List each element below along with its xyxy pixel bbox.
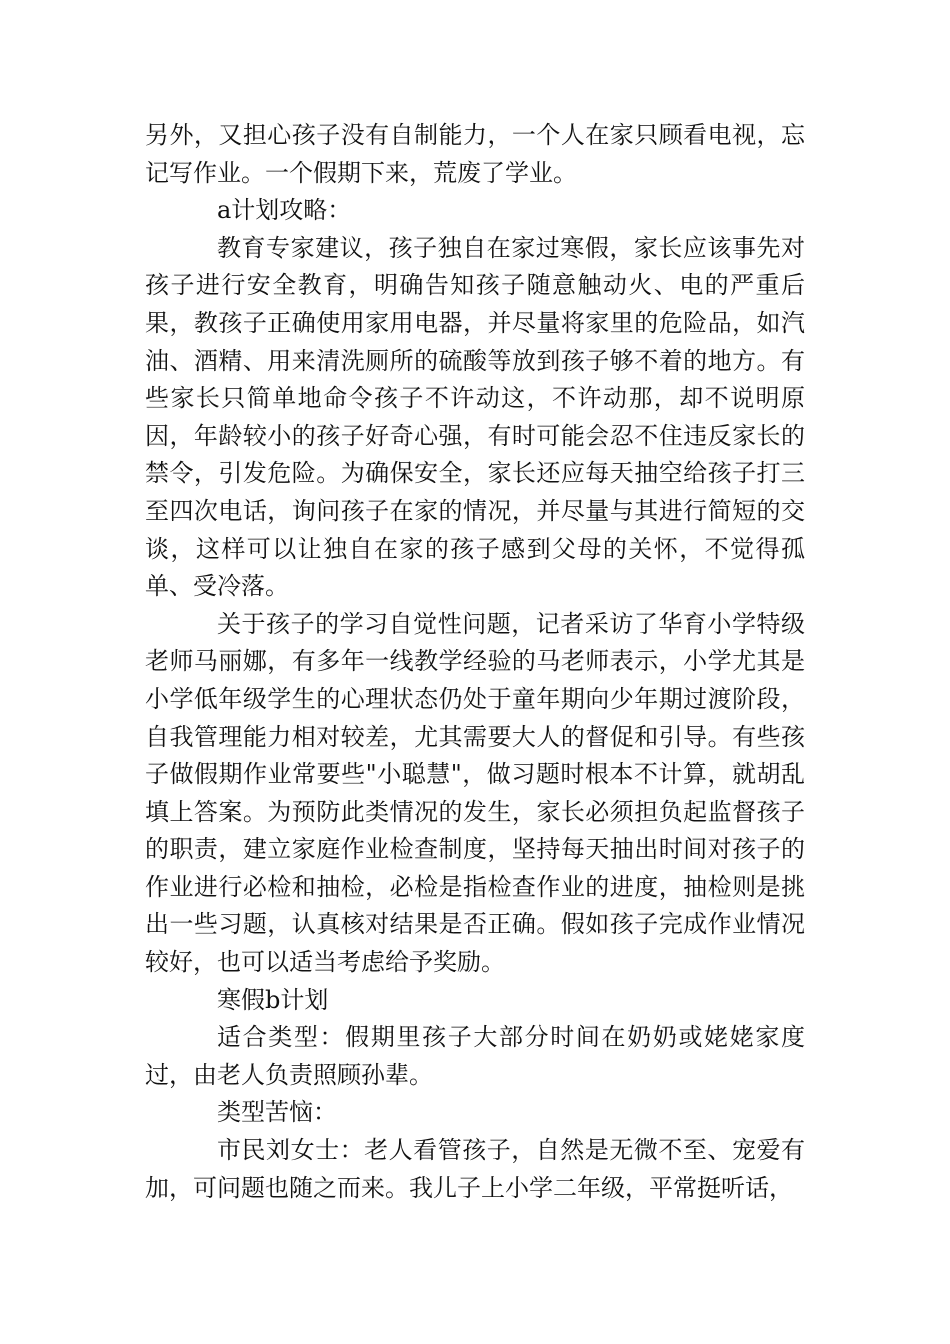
heading-plan-a-strategy: a计划攻略：: [217, 196, 352, 225]
paragraph-study-supervision: 关于孩子的学习自觉性问题，记者采访了华育小学特级老师马丽娜，有多年一线教学经验的马老师表示，小学尤其是小学低年级学生的心理状态仍处于童年期向少年期过渡阶段，自我管理能力相对较差，尤其需要大人的督促和引导。有些孩子做假期作业常要些"小聪慧"，做习题时根本不计算，就胡乱填上答案。为预防此类情况的发生，家长必须担负起监督孩子的职责，建立家庭作业检查制度，坚持每天抽出时间对孩子的作业进行必检和抽检，必检是指检查作业的进度，抽检则是挑出一些习题，认真核对结果是否正确。假如孩子完成作业情况较好，也可以适当考虑给予奖励。: [145, 609, 805, 977]
heading-type-troubles: 类型苦恼：: [217, 1098, 337, 1127]
paragraph-safety-advice: 教育专家建议，孩子独自在家过寒假，家长应该事先对孩子进行安全教育，明确告知孩子随意触动火、电的严重后果，教孩子正确使用家用电器，并尽量将家里的危险品，如汽油、酒精、用来清洗厕所的硫酸等放到孩子够不着的地方。有些家长只简单地命令孩子不许动这，不许动那，却不说明原因，年龄较小的孩子好奇心强，有时可能会忍不住违反家长的禁令，引发危险。为确保安全，家长还应每天抽空给孩子打三至四次电话，询问孩子在家的情况，并尽量与其进行简短的交谈，这样可以让独自在家的孩子感到父母的关怀，不觉得孤单、受冷落。: [145, 233, 805, 601]
heading-winter-plan-b: 寒假b计划: [217, 985, 329, 1014]
paragraph-suitable-type: 适合类型：假期里孩子大部分时间在奶奶或姥姥家度过，由老人负责照顾孙辈。: [145, 1023, 805, 1089]
paragraph-ms-liu: 市民刘女士：老人看管孩子，自然是无微不至、宠爱有加，可问题也随之而来。我儿子上小学二年级，平常挺听话，: [145, 1136, 805, 1202]
document-body: [145, 117, 805, 1207]
paragraph-continuation: 另外，又担心孩子没有自制能力，一个人在家只顾看电视，忘记写作业。一个假期下来，荒废了学业。: [145, 121, 805, 187]
